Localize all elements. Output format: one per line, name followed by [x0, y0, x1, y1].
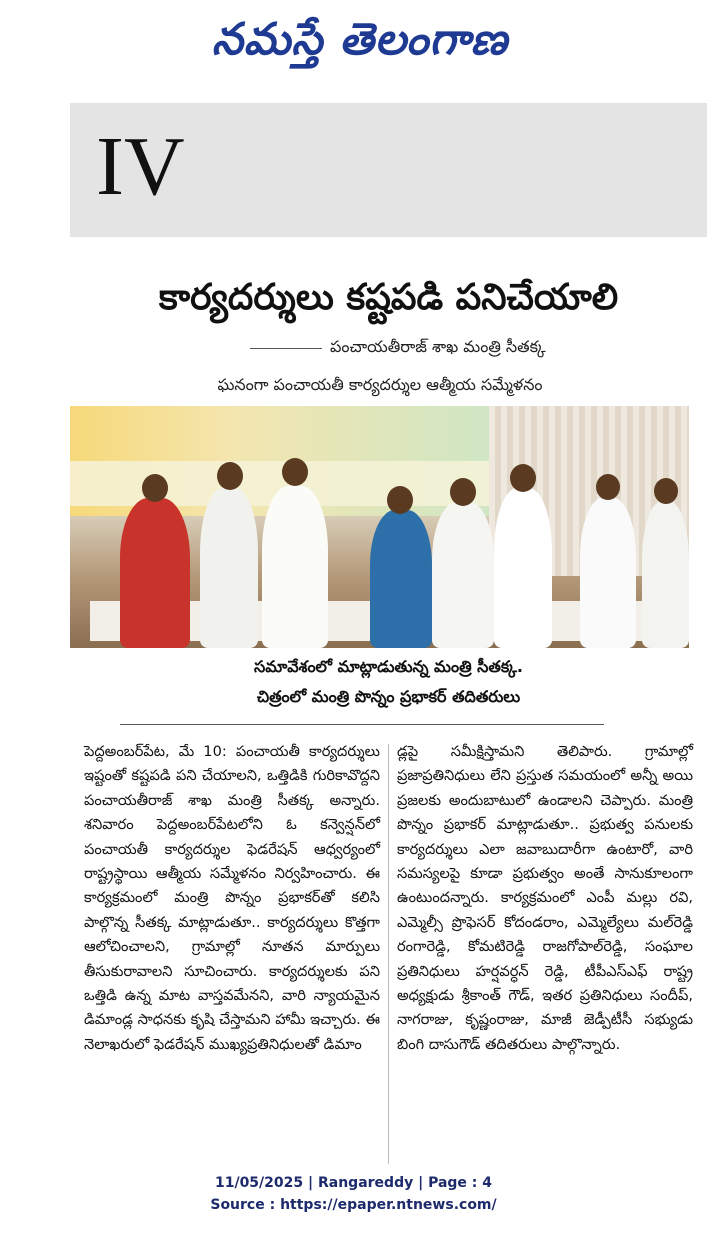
photo-person — [262, 486, 328, 648]
photo-person — [432, 502, 494, 648]
article-headline: కార్యదర్శులు కష్టపడి పనిచేయాలి — [158, 277, 619, 318]
photo-caption — [70, 652, 707, 712]
photo-person-head — [654, 478, 678, 504]
photo-person — [120, 498, 190, 648]
photo-person-head — [387, 486, 413, 514]
photo-person — [580, 498, 636, 648]
photo-person-head — [450, 478, 476, 506]
photo-person — [200, 488, 258, 648]
page-footer-date: 11/05/2025 | Rangareddy | Page : 4 — [214, 1175, 493, 1191]
column-divider — [388, 744, 389, 1164]
photo-person — [494, 488, 552, 648]
photo-caption-line: సమావేశంలో మాట్లాడుతున్న మంత్రి సీతక్క. — [253, 657, 524, 676]
section-number: IV — [96, 120, 185, 213]
photo-person-head — [142, 474, 168, 502]
article-kicker: ఘనంగా పంచాయతీ కార్యదర్శుల ఆత్మీయ సమ్మేళనం — [217, 375, 543, 394]
masthead — [0, 0, 707, 90]
page-section-bar — [70, 103, 707, 237]
article-body-column: పెద్దఅంబర్‌పేట, మే 10: పంచాయతీ కార్యదర్శులు ఇష్టంతో కష్టపడి పని చేయాలని, ఒత్తిడికి గురికావొద్దని పంచాయతీరాజ్ శాఖ మంత్రి సీతక్క అన్నారు. శనివారం పెద్దఅంబర్‌పేటలోని ఓ కన్వెన్షన్‌లో పంచాయతీ కార్యదర్శుల ఫెడరేషన్ ఆధ్వర్యంలో రాష్ట్రస్థాయి ఆత్మీయ సమ్మేళనం నిర్వహించారు. ఈ కార్యక్రమంలో మంత్రి పొన్నం ప్రభాకర్‌తో కలిసి పాల్గొన్న సీతక్క మాట్లాడుతూ.. కార్యదర్శులు కొత్తగా ఆలోచించాలని, గ్రామాల్లో నూతన మార్పులు తీసుకురావాలని సూచించారు. కార్యదర్శులకు పని ఒత్తిడి ఉన్న మాట వాస్తవమేనని, వారి న్యాయమైన డిమాండ్ల సాధనకు కృషి చేస్తామని హామీ ఇచ్చారు. ఈ నెలాఖరులో ఫెడరేషన్ ముఖ్యప్రతినిధులతో డిమాం — [84, 743, 380, 1053]
photo-person-head — [282, 458, 308, 486]
page-footer-source: Source : https://epaper.ntnews.com/ — [210, 1197, 497, 1213]
photo-caption-line: చిత్రంలో మంత్రి పొన్నం ప్రభాకర్ తదితరులు — [256, 687, 521, 706]
photo-person-head — [217, 462, 243, 490]
newspaper-logo: నమస్తే తెలంగాణ — [211, 14, 509, 65]
photo-person — [642, 502, 689, 648]
event-photo — [70, 406, 689, 648]
article-body-column: డ్లపై సమీక్షిస్తామని తెలిపారు. గ్రామాల్లో ప్రజాప్రతినిధులు లేని ప్రస్తుత సమయంలో అన్నీ అయి ప్రజలకు అందుబాటులో ఉండాలని చెప్పారు. మంత్రి పొన్నం ప్రభాకర్ మాట్లాడుతూ.. ప్రభుత్వ పనులకు కార్యదర్శులు ఎలా జవాబుదారీగా ఉంటారో, వారి సమస్యలపై కూడా ప్రభుత్వం అంతే సానుకూలంగా ఉంటుందన్నారు. కార్యక్రమంలో ఎంపీ మల్లు రవి, ఎమ్మెల్సీ ప్రొఫెసర్ కోదండరాం, ఎమ్మెల్యేలు మల్‌రెడ్డి రంగారెడ్డి, కోమటిరెడ్డి రాజగోపాల్‌రెడ్డి, సంఘాల ప్రతినిధులు హర్షవర్ధన్ రెడ్డి, టీపీఎస్‌ఎఫ్ రాష్ట్ర అధ్యక్షుడు శ్రీకాంత్ గౌడ్, ఇతర ప్రతినిధులు సందీప్, నాగరాజు, కృష్ణంరాజు, మాజీ జెడ్పీటీసీ సభ్యుడు బింగి దాసుగౌడ్ తదితరులు పాల్గొన్నారు. — [397, 743, 693, 1053]
divider — [120, 724, 604, 725]
photo-person-head — [510, 464, 536, 492]
article-subheading: పంచాయతీరాజ్ శాఖ మంత్రి సీతక్క — [330, 337, 546, 356]
divider — [250, 348, 322, 349]
photo-person-head — [596, 474, 620, 500]
photo-person — [370, 510, 432, 648]
